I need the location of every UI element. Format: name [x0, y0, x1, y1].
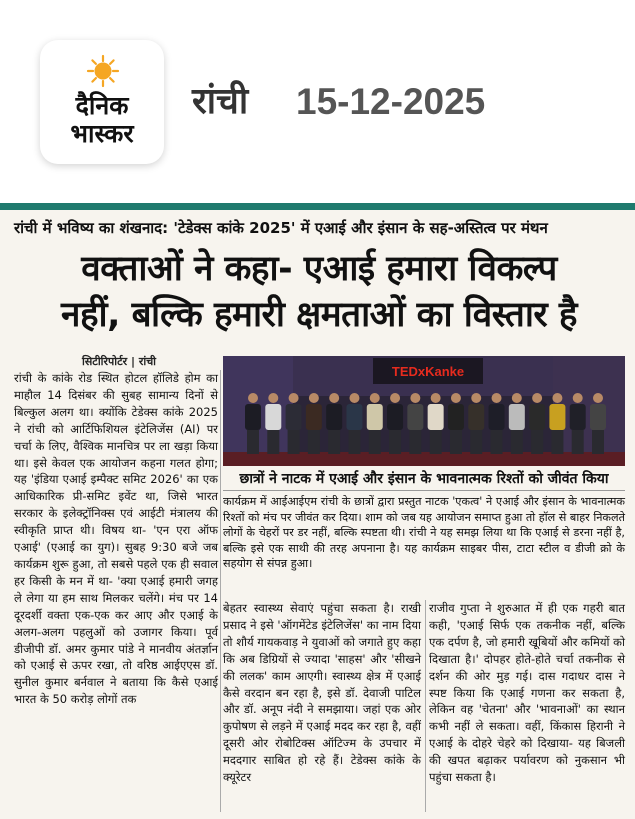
header-divider — [0, 203, 635, 210]
photo-caption: छात्रों ने नाटक में एआई और इंसान के भावनात्मक रिश्तों को जीवंत किया — [239, 471, 609, 487]
article-column-3: राजीव गुप्ता ने शुरुआत में ही एक गहरी बात कही, 'एआई सिर्फ एक तकनीक नहीं, बल्कि एक दर्पण है, जो हमारी खूबियों और कमियों को दिखाता है।' दोपहर होते-होते चर्चा तकनीक से दर्शन की ओर मुड़ गई। दास गदाधर दास ने स्पष्ट किया कि एआई गणना कर सकता है, लेकिन वह 'चेतना' और 'भावनाओं' का स्थान कभी नहीं ले सकता। वहीं, किंकास हिरानी ने एआई के दोहरे चेहरे को दिखाया- यह बिजली की खपत बढ़ाकर पर्यावरण को नुकसान भी पहुंचा सकता है। — [429, 601, 625, 785]
edition-city: रांची — [192, 81, 249, 122]
headline-line1: वक्ताओं ने कहा- एआई हमारा विकल्प — [81, 249, 557, 289]
article-column-2: बेहतर स्वास्थ्य सेवाएं पहुंचा सकता है। राखी प्रसाद ने इसे 'ऑगमेंटेड इंटेलिजेंस' का नाम दिया तो शौर्य गायकवाड़ ने युवाओं को जगाते हुए कहा कि अब डिग्रियों से ज्यादा 'साहस' और 'सीखने की ललक' काम आएगी। स्वास्थ्य क्षेत्र में एआई कैसे वरदान बन रहा है, इसे डॉ. देवाजी पाटिल और डॉ. अनूप नंदी ने समझाया। जहां एक ओर कुपोषण से लड़ने में एआई मदद कर रहा है, वहीं दूसरी ओर रोबोटिक्स ऑटिज्म के उपचार में मददगार साबित हो रहे हैं। टेडेक्स कांके के क्यूरेटर — [223, 601, 421, 785]
column-divider — [220, 370, 221, 812]
caption-divider — [223, 490, 625, 491]
article-kicker: रांची में भविष्य का शंखनाद: 'टेडेक्स कांके 2025' में एआई और इंसान के सह-अस्तित्व पर मंथन — [14, 219, 548, 237]
sun-icon — [86, 54, 120, 88]
article-column-1: रांची के कांके रोड स्थित होटल हॉलिडे होम का माहौल 14 दिसंबर की सुबह सामान्य दिनों से बिल्कुल अलग था। क्योंकि टेडेक्स कांके 2025 ने रांची को आर्टिफिशियल इंटेलिजेंस (AI) पर चर्चा के लिए, वैश्विक मानचित्र पर ला खड़ा किया था। इसे केवल एक आयोजन कहना गलत होगा; यह 'इंडिया एआई इम्पैक्ट समिट 2026' का एक आधिकारिक प्री-समिट इवेंट था, जिसे भारत सरकार के इलेक्ट्रॉनिक्स एवं आईटी मंत्रालय की स्वीकृति प्राप्त थी। विषय था- 'एन एरा ऑफ एआई' (एआई का युग)। सुबह 9:30 बजे जब कार्यक्रम शुरू हुआ, तो सबसे पहले एक ही सवाल हर किसी के मन में था- 'क्या एआई हमारी जगह ले लेगा या हम साथ मिलकर चलेंगे। मंच पर 14 दूरदर्शी वक्ता एक-एक कर आए और एआई के अलग-अलग पहलुओं को उजागर किया। पूर्व डीजीपी डॉ. अमर कुमार पांडे ने मानवीय अंतर्ज्ञान को एआई से ऊपर रखा, तो वरिष्ठ आईएएस डॉ. सुनील कुमार बर्नवाल ने बताया कि कैसे एआई भारत के 50 करोड़ लोगों तक — [14, 371, 218, 707]
stage-sign: TEDxKanke — [391, 364, 465, 379]
event-photo — [223, 356, 625, 466]
article-headline — [10, 246, 628, 338]
article-byline: सिटीरिपोर्टर | रांची — [82, 355, 157, 368]
logo-line1: दैनिक — [75, 91, 129, 120]
header — [0, 0, 635, 205]
logo-line2: भास्कर — [70, 119, 134, 148]
newspaper-logo[interactable] — [40, 40, 164, 164]
headline-line2: नहीं, बल्कि हमारी क्षमताओं का विस्तार है — [61, 295, 577, 335]
stage-illustration — [223, 356, 625, 466]
edition-date: 15-12-2025 — [296, 81, 486, 122]
article-summary: कार्यक्रम में आईआईएम रांची के छात्रों द्वारा प्रस्तुत नाटक 'एकत्व' ने एआई और इंसान के भावनात्मक रिश्तों को मंच पर जीवंत कर दिया। शाम को जब यह आयोजन समाप्त हुआ तो हॉल से बाहर निकलते लोगों के चेहरों पर डर नहीं, बल्कि स्पष्टता थी। रांची ने यह समझ लिया था कि एआई से डरना नहीं है, बल्कि इसे एक साथी की तरह अपनाना है। यह कार्यक्रम साइबर पीस, टाटा स्टील व डीजी क्रो के सहयोग से संपन्न हुआ। — [223, 495, 625, 571]
column-divider — [425, 600, 426, 812]
